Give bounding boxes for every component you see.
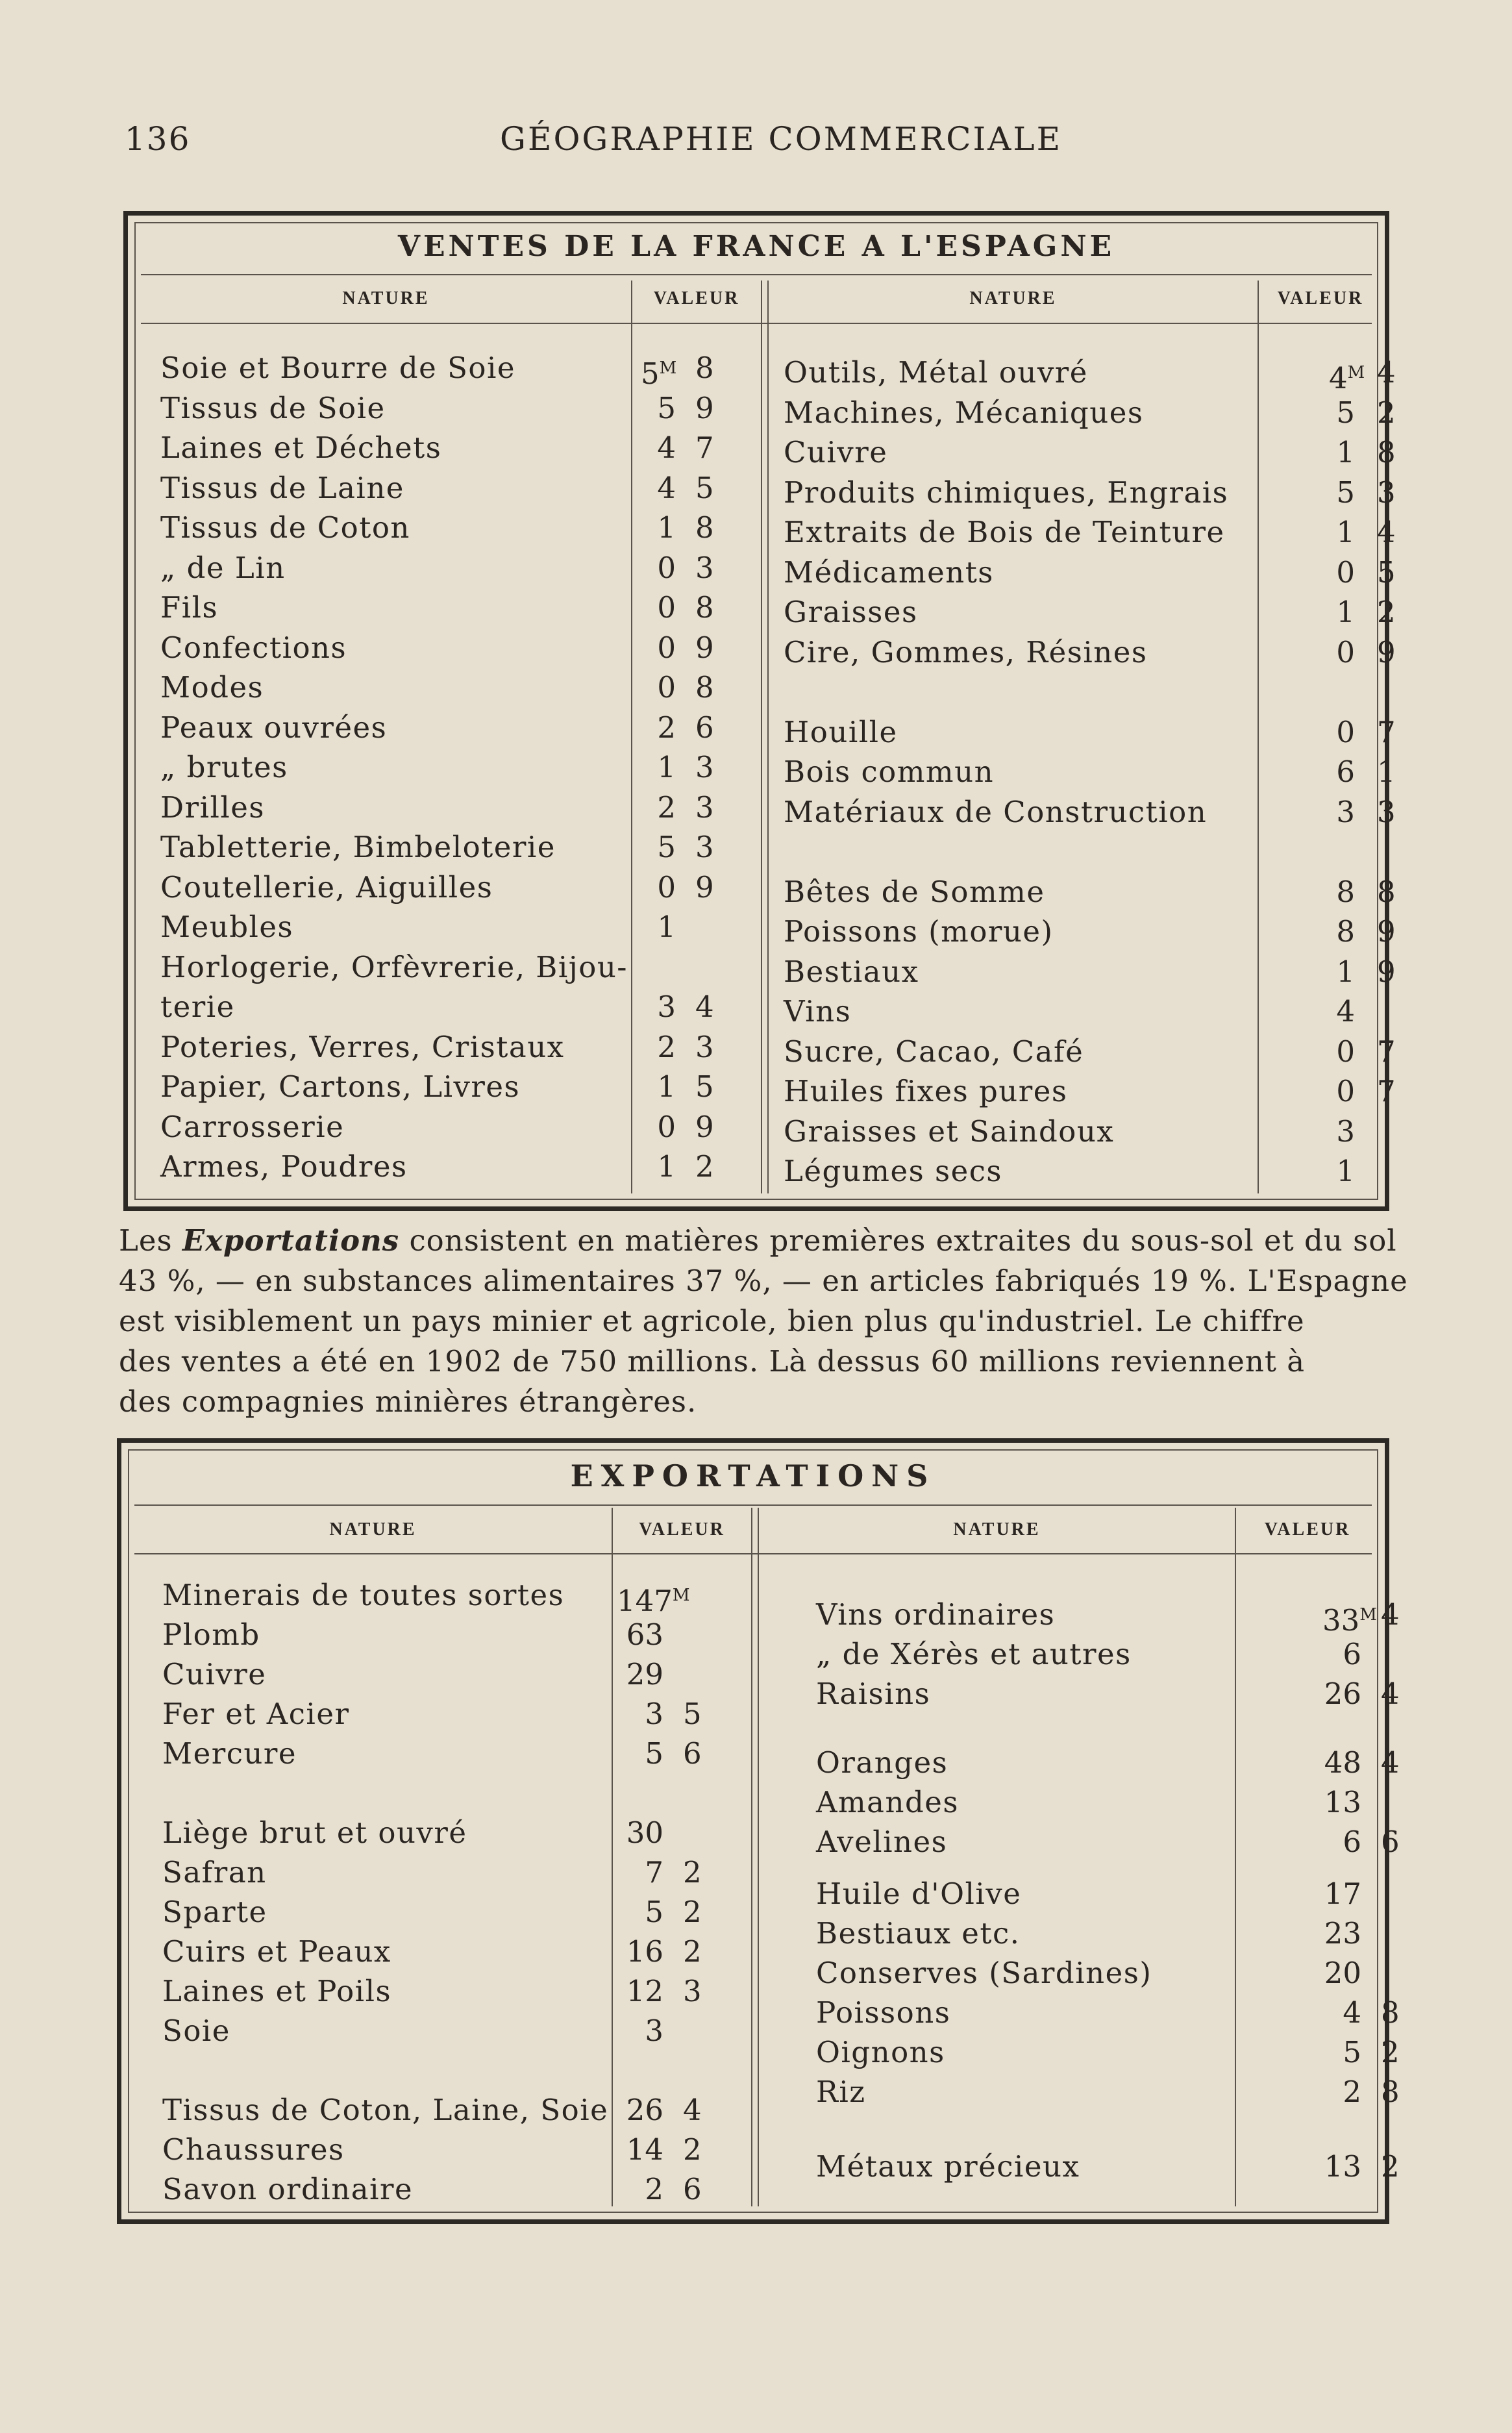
row-value-int: $147^M$ bbox=[617, 1584, 690, 1618]
row-value-decimal: 4 bbox=[1381, 1597, 1400, 1632]
row-value-decimal: 6 bbox=[683, 2172, 702, 2206]
row-nature: Liège brut et ouvré bbox=[162, 1815, 467, 1850]
row-value-decimal: 3 bbox=[695, 1029, 714, 1064]
row-nature: Chaussures bbox=[162, 2132, 345, 2167]
row-nature: Tissus de Coton bbox=[160, 510, 410, 545]
paragraph-line-4: des ventes a été en 1902 de 750 millions. Là dessus 60 millions reviennent à bbox=[119, 1344, 1306, 1379]
row-nature: „ brutes bbox=[160, 750, 288, 784]
row-value-int: 6 bbox=[1343, 1637, 1361, 1671]
table-row bbox=[816, 2073, 1400, 2112]
row-value-int: 0 bbox=[1336, 714, 1355, 749]
row-nature: Oignons bbox=[816, 2035, 945, 2069]
row-nature: Carrosserie bbox=[160, 1109, 345, 1144]
row-nature: Graisses bbox=[784, 595, 918, 629]
table-row bbox=[162, 1972, 734, 2011]
table-row bbox=[816, 1993, 1400, 2032]
table-row bbox=[160, 389, 745, 428]
row-value-decimal: 8 bbox=[695, 510, 714, 545]
page-number: 136 bbox=[125, 120, 191, 158]
table-row bbox=[784, 1072, 1396, 1111]
table-row bbox=[784, 433, 1396, 472]
row-value-int: 12 bbox=[626, 1974, 663, 2008]
row-value-int: 2 bbox=[657, 790, 676, 825]
row-nature: Plomb bbox=[162, 1617, 260, 1652]
row-value-int: 2 bbox=[657, 1029, 676, 1064]
row-nature: Bois commun bbox=[784, 755, 995, 789]
row-value-decimal: 2 bbox=[683, 1895, 702, 1929]
row-nature: Poissons (morue) bbox=[784, 914, 1054, 949]
row-nature: Cuirs et Peaux bbox=[162, 1934, 391, 1969]
row-nature: Huiles fixes pures bbox=[784, 1074, 1068, 1108]
table-row bbox=[816, 1635, 1374, 1674]
row-nature: Vins ordinaires bbox=[816, 1597, 1056, 1632]
table-row bbox=[784, 793, 1396, 832]
row-value-int: $33^M$ bbox=[1322, 1603, 1377, 1638]
table-title: EXPORTATIONS bbox=[570, 1458, 936, 1493]
row-nature: Confections bbox=[160, 630, 347, 665]
table-row bbox=[160, 1108, 745, 1147]
row-nature: Cuivre bbox=[162, 1657, 267, 1691]
table-row bbox=[816, 1823, 1400, 1862]
row-value-decimal: 3 bbox=[1377, 475, 1396, 510]
row-value-decimal: 2 bbox=[683, 2132, 702, 2167]
table-row bbox=[162, 2130, 734, 2169]
row-value-int: 1 bbox=[1336, 1154, 1355, 1188]
table-row bbox=[162, 1616, 734, 1654]
row-value-int: 0 bbox=[657, 670, 676, 705]
row-nature: terie bbox=[160, 990, 235, 1024]
col-header-nature-left: NATURE bbox=[342, 288, 430, 308]
row-value-decimal: 2 bbox=[683, 1934, 702, 1969]
row-value-decimal: 4 bbox=[695, 990, 714, 1024]
row-nature: Sucre, Cacao, Café bbox=[784, 1034, 1084, 1069]
row-value-int: 5 bbox=[1343, 2035, 1361, 2069]
table-row bbox=[162, 2091, 734, 2130]
row-value-int: $5^M$ bbox=[641, 356, 677, 391]
row-value-int: 8 bbox=[1336, 914, 1355, 949]
row-nature: Légumes secs bbox=[784, 1154, 1003, 1188]
row-value-decimal: 3 bbox=[695, 830, 714, 864]
table-row bbox=[784, 393, 1396, 432]
paragraph-line-3: est visiblement un pays minier et agricole, bien plus qu'industriel. Le chiffre bbox=[119, 1304, 1305, 1338]
row-value-int: 2 bbox=[657, 710, 676, 745]
row-value-int: 8 bbox=[1336, 874, 1355, 909]
row-value-int: 1 bbox=[1336, 515, 1355, 549]
row-value-int: 1 bbox=[657, 910, 676, 944]
row-value-decimal: 9 bbox=[695, 869, 714, 905]
table-row bbox=[784, 513, 1396, 552]
row-nature: „ de Xérès et autres bbox=[816, 1637, 1132, 1671]
col-header-nature-right: NATURE bbox=[969, 288, 1057, 308]
row-nature: Soie bbox=[162, 2014, 230, 2048]
table-title: VENTES DE LA FRANCE A L'ESPAGNE bbox=[397, 230, 1115, 263]
row-nature: Raisins bbox=[816, 1677, 931, 1711]
row-value-int: 1 bbox=[657, 1149, 676, 1184]
table-row bbox=[162, 2012, 734, 2051]
table-row bbox=[784, 753, 1396, 792]
table-row bbox=[784, 992, 1374, 1031]
row-value-decimal: 9 bbox=[695, 630, 714, 665]
table-row bbox=[160, 349, 745, 391]
row-nature: Savon ordinaire bbox=[162, 2172, 414, 2206]
row-nature: Coutellerie, Aiguilles bbox=[160, 869, 493, 905]
row-value-decimal: 9 bbox=[695, 390, 714, 425]
paragraph-line-5: des compagnies minières étrangères. bbox=[119, 1384, 697, 1419]
table-row bbox=[784, 832, 1374, 871]
row-nature: Riz bbox=[816, 2075, 866, 2109]
row-nature: Machines, Mécaniques bbox=[784, 395, 1144, 430]
row-value-int: 13 bbox=[1324, 1785, 1361, 1819]
unit-millions: M bbox=[659, 358, 677, 378]
row-value-int: 4 bbox=[1336, 994, 1355, 1029]
row-value-int: 6 bbox=[1343, 1825, 1361, 1859]
table-row bbox=[816, 1954, 1374, 1993]
row-value-int: 7 bbox=[645, 1855, 663, 1890]
table-row bbox=[784, 953, 1396, 992]
row-nature: „ de Lin bbox=[160, 550, 286, 585]
table-row bbox=[162, 2170, 734, 2209]
row-nature: Tissus de Soie bbox=[160, 390, 386, 425]
table-row bbox=[160, 708, 745, 747]
row-nature: Extraits de Bois de Teinture bbox=[784, 515, 1225, 549]
row-value-decimal: 2 bbox=[1381, 2035, 1400, 2069]
table-row bbox=[160, 629, 745, 668]
row-value-int: 4 bbox=[657, 470, 676, 505]
unit-millions: M bbox=[1359, 1605, 1377, 1625]
row-nature: Métaux précieux bbox=[816, 2149, 1080, 2184]
row-nature: Oranges bbox=[816, 1745, 948, 1780]
row-value-int: 2 bbox=[645, 2172, 663, 2206]
row-nature: Bestiaux etc. bbox=[816, 1916, 1021, 1951]
row-nature: Horlogerie, Orfèvrerie, Bijou- bbox=[160, 949, 628, 984]
row-nature: Soie et Bourre de Soie bbox=[160, 351, 516, 385]
row-nature: Conserves (Sardines) bbox=[816, 1956, 1152, 1990]
table-row bbox=[162, 1734, 734, 1773]
row-value-int: 5 bbox=[1336, 395, 1355, 430]
row-nature: Minerais de toutes sortes bbox=[162, 1578, 565, 1612]
table-exportations bbox=[117, 1438, 1400, 2224]
table-row bbox=[160, 828, 745, 867]
row-value-int: 1 bbox=[1336, 954, 1355, 989]
table-row bbox=[160, 748, 745, 787]
row-value-decimal: 8 bbox=[695, 351, 714, 385]
row-value-int: 0 bbox=[657, 630, 676, 665]
row-value-int: 14 bbox=[626, 2132, 663, 2167]
table-row bbox=[162, 1932, 734, 1971]
row-nature: Huile d'Olive bbox=[816, 1877, 1022, 1911]
col-header-nature-left: NATURE bbox=[329, 1519, 417, 1540]
row-nature: Papier, Cartons, Livres bbox=[160, 1069, 521, 1104]
row-value-decimal: 8 bbox=[1377, 874, 1396, 909]
paragraph-line-1: Les Exportations consistent en matières premières extraites du sous-sol et du sol bbox=[119, 1223, 1397, 1258]
row-value-int: 29 bbox=[626, 1657, 663, 1691]
row-nature: Avelines bbox=[816, 1825, 948, 1859]
row-value-int: 0 bbox=[1336, 634, 1355, 669]
row-value-decimal: 4 bbox=[1377, 515, 1396, 549]
row-value-decimal: 8 bbox=[695, 670, 714, 705]
row-value-int: 5 bbox=[1336, 475, 1355, 510]
table-row bbox=[160, 908, 745, 947]
row-value-int: 20 bbox=[1324, 1956, 1361, 1990]
table-row bbox=[162, 1814, 734, 1853]
row-value-int: 4 bbox=[1343, 1995, 1361, 2030]
row-nature: Tissus de Coton, Laine, Soie bbox=[162, 2093, 609, 2127]
row-nature: Laines et Poils bbox=[162, 1974, 392, 2008]
paragraph-line-2: 43 %, — en substances alimentaires 37 %, — en articles fabriqués 19 %. L'Espagne bbox=[119, 1264, 1408, 1298]
table-row bbox=[784, 1032, 1396, 1071]
row-value-decimal: 3 bbox=[695, 550, 714, 585]
row-nature: Tabletterie, Bimbeloterie bbox=[160, 830, 556, 864]
table-row bbox=[162, 1853, 734, 1892]
table-row bbox=[784, 1152, 1374, 1191]
table-row bbox=[784, 633, 1396, 672]
table-row bbox=[784, 553, 1396, 592]
row-nature: Graisses et Saindoux bbox=[784, 1114, 1115, 1149]
row-value-decimal: 8 bbox=[1377, 435, 1396, 469]
row-nature: Laines et Déchets bbox=[160, 430, 442, 465]
table-row bbox=[162, 1893, 734, 1932]
row-value-decimal: 5 bbox=[695, 470, 714, 505]
row-nature: Armes, Poudres bbox=[160, 1149, 408, 1184]
row-value-decimal: 4 bbox=[683, 2093, 702, 2127]
table-row bbox=[160, 549, 745, 588]
table-row bbox=[160, 988, 745, 1027]
row-value-decimal: 7 bbox=[695, 430, 714, 465]
col-header-nature-right: NATURE bbox=[953, 1519, 1041, 1540]
table-row bbox=[162, 1695, 734, 1734]
table-row bbox=[784, 673, 1374, 712]
row-value-decimal: 7 bbox=[1377, 1074, 1396, 1108]
row-value-int: 5 bbox=[657, 390, 676, 425]
row-value-decimal: 3 bbox=[1377, 794, 1396, 829]
table-row bbox=[160, 429, 745, 468]
row-value-int: 6 bbox=[1336, 755, 1355, 789]
row-nature: Bestiaux bbox=[784, 954, 919, 989]
row-value-int: 1 bbox=[1336, 595, 1355, 629]
table-row bbox=[784, 593, 1396, 632]
row-value-int: 0 bbox=[657, 590, 676, 625]
row-value-int: 16 bbox=[626, 1934, 663, 1969]
row-nature: Bêtes de Somme bbox=[784, 874, 1045, 909]
row-value-int: 0 bbox=[657, 550, 676, 585]
unit-millions: M bbox=[1347, 363, 1365, 382]
row-value-int: 1 bbox=[1336, 435, 1355, 469]
table-row bbox=[160, 1067, 745, 1106]
running-title: GÉOGRAPHIE COMMERCIALE bbox=[500, 120, 1063, 158]
row-nature: Fer et Acier bbox=[162, 1697, 350, 1731]
table-row bbox=[784, 873, 1396, 912]
row-value-int: 30 bbox=[626, 1815, 663, 1850]
row-nature: Peaux ouvrées bbox=[160, 710, 388, 745]
row-value-int: 3 bbox=[645, 1697, 663, 1731]
row-value-decimal: 3 bbox=[695, 790, 714, 825]
table-row bbox=[160, 508, 745, 547]
row-value-decimal: 7 bbox=[1377, 714, 1396, 749]
table-row bbox=[160, 948, 745, 987]
row-value-int: 1 bbox=[657, 1069, 676, 1104]
row-value-decimal: 2 bbox=[695, 1149, 714, 1184]
row-value-decimal: 6 bbox=[695, 710, 714, 745]
row-value-decimal: 9 bbox=[1377, 634, 1396, 669]
row-nature: Tissus de Laine bbox=[160, 470, 404, 505]
row-nature: Sparte bbox=[162, 1895, 267, 1929]
row-value-decimal: 4 bbox=[1381, 1677, 1400, 1711]
row-value-decimal: 6 bbox=[1381, 1825, 1400, 1859]
col-header-valeur-left: VALEUR bbox=[653, 288, 740, 308]
row-nature: Poissons bbox=[816, 1995, 951, 2030]
row-value-int: 17 bbox=[1324, 1877, 1361, 1911]
row-nature: Outils, Métal ouvré bbox=[784, 355, 1088, 390]
col-header-valeur-right: VALEUR bbox=[1264, 1519, 1351, 1540]
table-row bbox=[816, 1675, 1400, 1714]
row-value-decimal: 2 bbox=[1377, 595, 1396, 629]
row-value-int: 1 bbox=[657, 750, 676, 784]
table-row bbox=[784, 1112, 1374, 1151]
row-value-decimal: 5 bbox=[683, 1697, 702, 1731]
row-value-decimal: 3 bbox=[695, 750, 714, 784]
row-nature: Fils bbox=[160, 590, 219, 625]
exportations-paragraph bbox=[119, 1221, 1408, 1422]
row-nature: Mercure bbox=[162, 1736, 297, 1771]
row-value-decimal: 8 bbox=[1381, 1995, 1400, 2030]
unit-millions: M bbox=[672, 1586, 690, 1605]
table-row bbox=[816, 2147, 1400, 2186]
row-nature: Produits chimiques, Engrais bbox=[784, 475, 1229, 510]
table-row bbox=[160, 788, 745, 827]
table-row bbox=[162, 1576, 734, 1618]
row-value-decimal: 4 bbox=[1381, 1745, 1400, 1780]
table-row bbox=[160, 1147, 745, 1186]
row-value-int: 5 bbox=[657, 830, 676, 864]
row-nature: Safran bbox=[162, 1855, 267, 1890]
table-row bbox=[784, 473, 1396, 512]
row-value-int: 3 bbox=[657, 990, 676, 1024]
table-row bbox=[816, 1875, 1374, 1914]
row-value-decimal: 8 bbox=[1381, 2075, 1400, 2109]
table-row bbox=[160, 469, 745, 508]
table-row bbox=[784, 912, 1396, 951]
row-nature: Poteries, Verres, Cristaux bbox=[160, 1029, 565, 1064]
row-nature: Drilles bbox=[160, 790, 265, 825]
row-nature: Médicaments bbox=[784, 555, 994, 590]
row-value-int: 3 bbox=[1336, 1114, 1355, 1149]
row-value-decimal: 9 bbox=[1377, 914, 1396, 949]
row-nature: Amandes bbox=[816, 1785, 960, 1819]
table-row bbox=[160, 1028, 745, 1067]
row-value-decimal: 2 bbox=[1381, 2149, 1400, 2184]
row-value-decimal: 9 bbox=[1377, 954, 1396, 989]
row-value-int: 26 bbox=[1324, 1677, 1361, 1711]
table-row bbox=[816, 1743, 1400, 1782]
row-value-int: 5 bbox=[645, 1736, 663, 1771]
row-value-int: 3 bbox=[1336, 794, 1355, 829]
row-value-int: 0 bbox=[1336, 1074, 1355, 1108]
row-nature: Cuivre bbox=[784, 435, 888, 469]
table-row bbox=[784, 353, 1396, 395]
row-value-int: 13 bbox=[1324, 2149, 1361, 2184]
row-value-int: 23 bbox=[1324, 1916, 1361, 1951]
row-value-decimal: 7 bbox=[1377, 1034, 1396, 1069]
row-value-decimal: 8 bbox=[695, 590, 714, 625]
row-value-int: 4 bbox=[657, 430, 676, 465]
row-value-int: 1 bbox=[657, 510, 676, 545]
row-value-int: 0 bbox=[1336, 1034, 1355, 1069]
table-row bbox=[162, 1655, 734, 1694]
row-value-int: 0 bbox=[1336, 555, 1355, 590]
row-nature: Houille bbox=[784, 714, 898, 749]
table-row bbox=[816, 2033, 1400, 2072]
row-value-int: 5 bbox=[645, 1895, 663, 1929]
row-value-int: 0 bbox=[657, 869, 676, 905]
row-nature: Matériaux de Construction bbox=[784, 794, 1208, 829]
table-row bbox=[816, 1783, 1374, 1822]
row-value-decimal: 5 bbox=[695, 1069, 714, 1104]
table-ventes-france-espagne bbox=[123, 211, 1396, 1211]
row-nature: Modes bbox=[160, 670, 264, 705]
row-value-int: 0 bbox=[657, 1109, 676, 1144]
row-nature: Vins bbox=[784, 994, 852, 1029]
row-value-decimal: 2 bbox=[683, 1855, 702, 1890]
row-value-decimal: 4 bbox=[1377, 355, 1396, 390]
row-value-int: 26 bbox=[626, 2093, 663, 2127]
table-row bbox=[160, 588, 745, 627]
row-value-int: 3 bbox=[645, 2014, 663, 2048]
col-header-valeur-left: VALEUR bbox=[639, 1519, 725, 1540]
emphasis-exportations: Exportations bbox=[182, 1223, 400, 1258]
row-nature: Meubles bbox=[160, 910, 294, 944]
row-value-decimal: 3 bbox=[683, 1974, 702, 2008]
row-value-decimal: 6 bbox=[683, 1736, 702, 1771]
row-nature: Cire, Gommes, Résines bbox=[784, 634, 1148, 669]
row-value-int: 63 bbox=[626, 1617, 663, 1652]
col-header-valeur-right: VALEUR bbox=[1277, 288, 1364, 308]
row-value-decimal: 2 bbox=[1377, 395, 1396, 430]
row-value-decimal: 5 bbox=[1377, 555, 1396, 590]
table-row bbox=[160, 868, 745, 907]
table-row bbox=[784, 713, 1396, 752]
row-value-int: $4^M$ bbox=[1329, 361, 1365, 395]
table-row bbox=[816, 1595, 1400, 1638]
row-value-decimal: 9 bbox=[695, 1109, 714, 1144]
row-value-int: 48 bbox=[1324, 1745, 1361, 1780]
table-row bbox=[160, 668, 745, 707]
row-value-int: 2 bbox=[1343, 2075, 1361, 2109]
table-row bbox=[816, 1914, 1374, 1953]
row-value-decimal: 1 bbox=[1377, 755, 1396, 789]
